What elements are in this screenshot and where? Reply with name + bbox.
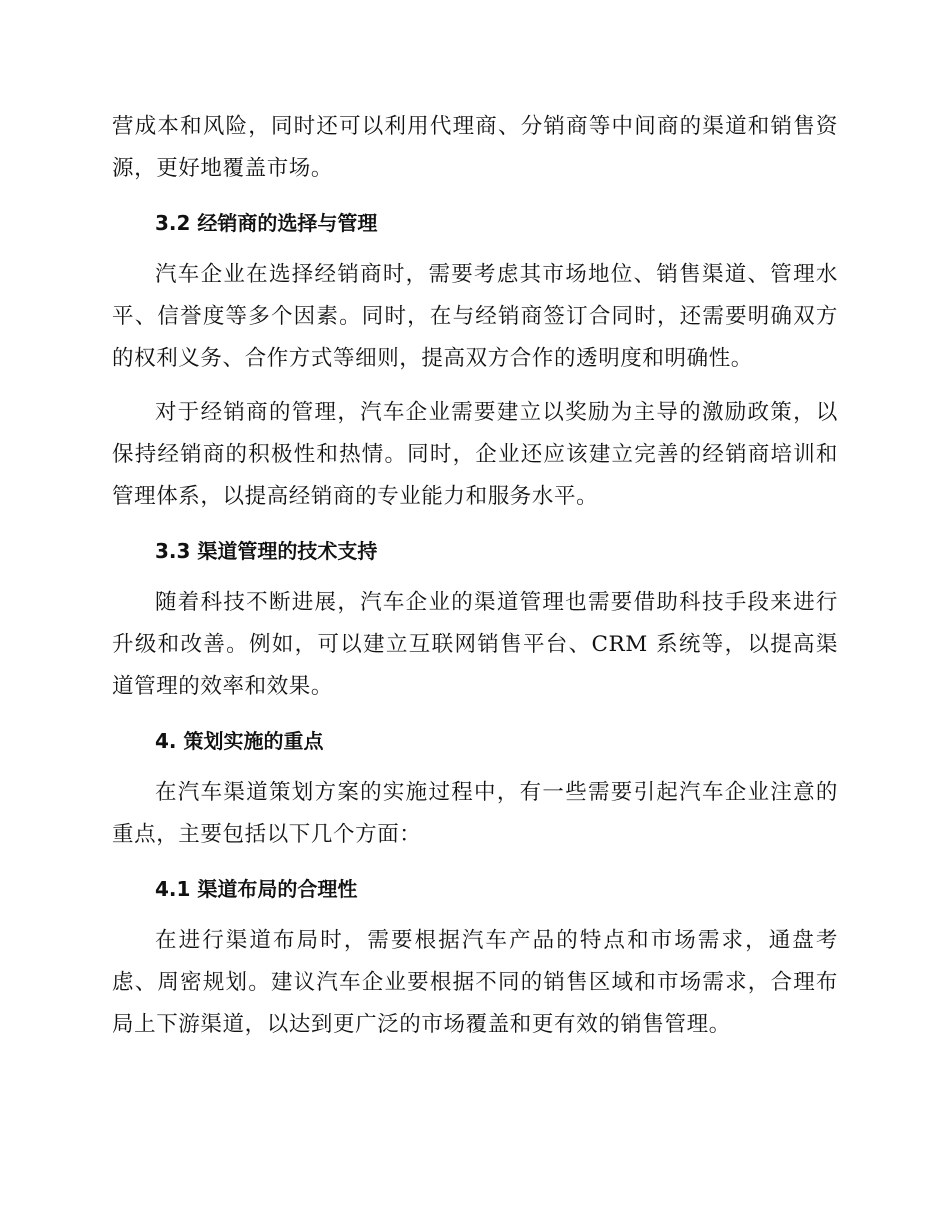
paragraph-channel-layout: 在进行渠道布局时，需要根据汽车产品的特点和市场需求，通盘考虑、周密规划。建议汽车企业要根据不同的销售区域和市场需求，合理布局上下游渠道，以达到更广泛的市场覆盖和更有效的销售管理。 — [112, 928, 838, 1037]
section-heading-3-2: 3.2 经销商的选择与管理 — [155, 211, 378, 235]
section-heading-4: 4. 策划实施的重点 — [155, 729, 324, 753]
document-page — [112, 106, 838, 1046]
paragraph-dealer-management: 对于经销商的管理，汽车企业需要建立以奖励为主导的激励政策，以保持经销商的积极性和热情。同时，企业还应该建立完善的经销商培训和管理体系，以提高经销商的专业能力和服务水平。 — [112, 400, 838, 509]
paragraph-tech-support: 随着科技不断进展，汽车企业的渠道管理也需要借助科技手段来进行升级和改善。例如，可以建立互联网销售平台、CRM 系统等，以提高渠道管理的效率和效果。 — [112, 590, 838, 699]
paragraph-implementation: 在汽车渠道策划方案的实施过程中，有一些需要引起汽车企业注意的重点，主要包括以下几个方面： — [112, 780, 838, 847]
paragraph-continued: 营成本和风险，同时还可以利用代理商、分销商等中间商的渠道和销售资源，更好地覆盖市场。 — [112, 114, 838, 181]
section-heading-4-1: 4.1 渠道布局的合理性 — [155, 877, 358, 901]
section-heading-3-3: 3.3 渠道管理的技术支持 — [155, 539, 378, 563]
paragraph-dealer-selection: 汽车企业在选择经销商时，需要考虑其市场地位、销售渠道、管理水平、信誉度等多个因素。同时，在与经销商签订合同时，还需要明确双方的权利义务、合作方式等细则，提高双方合作的透明度和明确性。 — [112, 262, 838, 371]
